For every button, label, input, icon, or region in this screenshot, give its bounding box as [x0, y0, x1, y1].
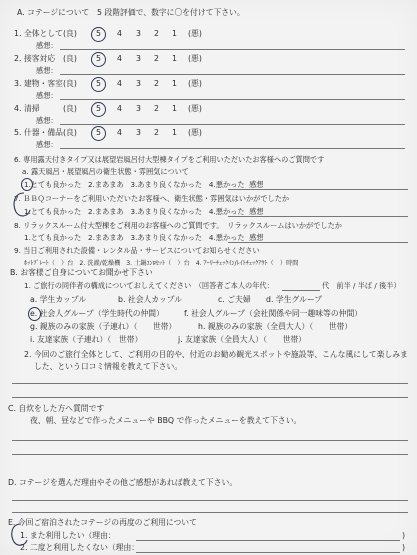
- rating-label: 清掃: [23, 104, 40, 113]
- scale-option-5[interactable]: 5: [96, 104, 101, 113]
- q8-choices: [24, 233, 263, 242]
- q9-item-checkin[interactable]: 4. ｱｰﾘｰﾁｪｯｸｲﾝ/ﾚｲﾄﾁｪｯｸｱｳﾄ（ ）時間: [195, 260, 299, 267]
- choice-4[interactable]: 4.悪かった: [208, 180, 245, 189]
- b-opt-e[interactable]: e. 社会人グループ（学生時代の仲間）: [30, 309, 164, 318]
- rating-num: 2.: [14, 54, 22, 63]
- scale-option-4[interactable]: 4: [117, 54, 122, 63]
- b-age-suffix: 代 前半 / 半ば / 後半）: [322, 281, 401, 290]
- scale-good: (良): [63, 128, 77, 137]
- e-opt-1[interactable]: 1. また利用したい（理由：: [20, 531, 116, 540]
- answer-line[interactable]: [12, 440, 408, 441]
- feedback-label: 感想：: [36, 91, 58, 100]
- scale-option-3[interactable]: 3: [136, 79, 141, 88]
- circle-mark: [91, 52, 106, 67]
- q7-choices: [24, 207, 263, 216]
- choice-1[interactable]: 1.とても良かった: [24, 233, 82, 242]
- rating-row-5: [14, 128, 63, 138]
- b-opt-f[interactable]: f. 社会人グループ（会社関係や同一趣味等の仲間）: [184, 309, 363, 318]
- scale-option-1[interactable]: 1: [172, 128, 177, 137]
- b-opt-b[interactable]: b. 社会人カップル: [118, 295, 183, 304]
- scale-option-5[interactable]: 5: [96, 128, 101, 137]
- q8-text: 8. リラックスルーム付大型棟をご利用のお客様へのご質問です。 リラックスルームはいかがでしたか: [14, 221, 342, 230]
- circle-mark: [91, 126, 106, 141]
- rating-label: 接客対応: [23, 54, 56, 63]
- b-opt-j[interactable]: j. 友達家族（全員大人）（ 世帯）: [178, 335, 306, 344]
- answer-line[interactable]: [12, 512, 408, 513]
- choice-4[interactable]: 4.悪かった: [208, 233, 245, 242]
- scale-option-3[interactable]: 3: [136, 104, 141, 113]
- choices-feedback-label: 感想: [249, 180, 264, 189]
- choice-2[interactable]: 2.まあまあ: [88, 207, 124, 216]
- circle-mark: [91, 27, 106, 42]
- b-opt-i[interactable]: i. 友達家族（子連れ）（ 世帯）: [30, 335, 143, 344]
- rating-label: 全体として: [23, 29, 63, 38]
- feedback-label: 感想：: [36, 116, 58, 125]
- age-input-line[interactable]: [282, 290, 320, 291]
- answer-line[interactable]: [12, 454, 408, 455]
- scale-good: (良): [63, 29, 77, 38]
- scale-option-1[interactable]: 1: [172, 54, 177, 63]
- rating-label: 什器・備品: [23, 128, 63, 137]
- rating-row-2: [14, 54, 55, 64]
- scale-option-4[interactable]: 4: [117, 79, 122, 88]
- choice-2[interactable]: 2.まあまあ: [88, 180, 124, 189]
- b-q2-line1: 2. 今回のご旅行全体として、ご利用の目的や、付近のお勧め観光スポットや施設等、こんな風にして楽しみま: [24, 350, 408, 359]
- q9-item-washer[interactable]: 2. 洗濯/乾燥機: [79, 260, 121, 267]
- scale-option-4[interactable]: 4: [117, 104, 122, 113]
- scale-option-1[interactable]: 1: [172, 79, 177, 88]
- choice-1[interactable]: 1.とても良かった: [24, 180, 82, 189]
- feedback-line[interactable]: [60, 124, 405, 125]
- scale-bad: (悪): [188, 79, 202, 88]
- b-opt-h[interactable]: h. 親族のみの家族（全員大人）（ 世帯）: [198, 322, 353, 331]
- scale-option-2[interactable]: 2: [154, 128, 159, 137]
- scale-bad: (悪): [188, 128, 202, 137]
- q9-text: 9. 当日ご利用された設備・レンタル品・サービスについてお知らせください: [14, 246, 260, 255]
- scale-bad: (悪): [188, 29, 202, 38]
- feedback-label: 感想：: [36, 66, 58, 75]
- q9-items: [24, 259, 298, 268]
- section-b-header: B. お客様ご自身についてお聞かせ下さい: [10, 268, 153, 277]
- rating-label: 建物・客室: [23, 79, 63, 88]
- choice-4[interactable]: 4.悪かった: [208, 207, 245, 216]
- scale-option-2[interactable]: 2: [154, 29, 159, 38]
- scale-option-4[interactable]: 4: [117, 29, 122, 38]
- q6a-text: a. 露天風呂・展望風呂の衛生状態・雰囲気について: [22, 167, 189, 176]
- section-c-sub: 夜、朝、昼などで作ったメニューや BBQ で作ったメニューを教えて下さい。: [30, 416, 302, 425]
- b-q1-text: 1. ご旅行の同伴者の構成についておしえてください （回答者ご本人の年代：: [24, 281, 274, 290]
- choice-3[interactable]: 3.あまり良くなかった: [130, 233, 203, 242]
- circle-mark: [10, 190, 44, 220]
- feedback-label: 感想：: [36, 140, 58, 149]
- b-opt-a[interactable]: a. 学生カップル: [30, 295, 87, 304]
- circle-mark: [8, 522, 34, 548]
- rating-num: 5.: [14, 128, 22, 137]
- q6-feedback-line[interactable]: [228, 189, 408, 190]
- scale-option-5[interactable]: 5: [96, 54, 101, 63]
- scale-option-3[interactable]: 3: [136, 54, 141, 63]
- scale-good: (良): [63, 54, 77, 63]
- e-close-paren: ): [402, 543, 406, 552]
- scale-option-3[interactable]: 3: [136, 128, 141, 137]
- feedback-line[interactable]: [60, 49, 405, 50]
- rating-row-4: [14, 104, 40, 114]
- scale-option-1[interactable]: 1: [172, 104, 177, 113]
- q7-text: 7. ＢＢＱコーナーをご利用いただいたお客様へ、衛生状態・雰囲気はいかがでしたか: [14, 194, 290, 203]
- feedback-label: 感想：: [36, 41, 58, 50]
- rating-num: 1.: [14, 29, 22, 38]
- choice-1[interactable]: 1.とても良かった: [24, 207, 82, 216]
- feedback-line[interactable]: [60, 99, 405, 100]
- section-e-header: E. 今回ご宿泊されたコテージの再度のご利用について: [8, 518, 197, 527]
- circle-mark: [28, 307, 41, 321]
- q7-feedback-line[interactable]: [228, 216, 408, 217]
- scale-good: (良): [63, 79, 77, 88]
- b-opt-c[interactable]: c. ご夫婦: [218, 295, 251, 304]
- feedback-line[interactable]: [60, 148, 405, 149]
- scale-option-1[interactable]: 1: [172, 29, 177, 38]
- q6-text: 6. 専用露天付きタイプ又は展望岩風呂付大型棟タイプをご利用いただいたお客様へのご質問です: [14, 155, 325, 164]
- circle-mark: [91, 77, 106, 92]
- e-opt-2[interactable]: 2. 二度と利用したくない（理由：: [20, 543, 140, 552]
- scale-option-3[interactable]: 3: [136, 29, 141, 38]
- scale-bad: (悪): [188, 54, 202, 63]
- scale-option-2[interactable]: 2: [154, 54, 159, 63]
- rating-num: 4.: [14, 104, 22, 113]
- answer-line[interactable]: [12, 500, 408, 501]
- b-opt-g[interactable]: g. 親族のみの家族（子連れ）（ 世帯）: [30, 322, 177, 331]
- scale-option-2[interactable]: 2: [154, 79, 159, 88]
- section-a-header: A. コテージについて 5 段階評価で、数字に〇を付けて下さい。: [17, 8, 245, 17]
- q9-item-donabe[interactable]: 3. 土鍋ｺﾝﾛｾｯﾄ（ ）台: [126, 260, 190, 267]
- scale-bad: (悪): [188, 104, 202, 113]
- section-d-header: D. コテージを選んだ理由やその他ご感想があれば教えて下さい。: [8, 478, 238, 487]
- answer-line[interactable]: [12, 383, 408, 384]
- scale-option-4[interactable]: 4: [117, 128, 122, 137]
- choice-2[interactable]: 2.まあまあ: [88, 233, 124, 242]
- q6-choices: [24, 180, 263, 189]
- choices-feedback-label: 感想: [249, 233, 264, 242]
- b-opt-d[interactable]: d. 学生グループ: [266, 295, 323, 304]
- q8-feedback-line[interactable]: [228, 242, 408, 243]
- choices-feedback-label: 感想: [249, 207, 264, 216]
- rating-num: 3.: [14, 79, 22, 88]
- rating-row-3: [14, 79, 63, 89]
- choice-3[interactable]: 3.あまり良くなかった: [130, 207, 203, 216]
- scale-good: (良): [63, 104, 77, 113]
- feedback-line[interactable]: [60, 74, 405, 75]
- e-close-paren: ): [402, 531, 406, 540]
- circle-mark: [91, 102, 106, 117]
- scale-option-5[interactable]: 5: [96, 79, 101, 88]
- rating-row-1: [14, 29, 63, 39]
- b-q2-line2: した、という口コミ情報を教えて下さい。: [34, 362, 183, 371]
- reason-line[interactable]: [136, 540, 400, 541]
- answer-line[interactable]: [12, 397, 408, 398]
- reason-line[interactable]: [136, 552, 400, 553]
- choice-3[interactable]: 3.あまり良くなかった: [130, 180, 203, 189]
- scale-option-2[interactable]: 2: [154, 104, 159, 113]
- section-c-header: C. 自炊をした方へ質問です: [8, 404, 105, 413]
- scale-option-5[interactable]: 5: [96, 29, 101, 38]
- q9-item-hotplate[interactable]: ﾎｯﾄﾌﾟﾚｰﾄ（ ）台: [24, 260, 74, 267]
